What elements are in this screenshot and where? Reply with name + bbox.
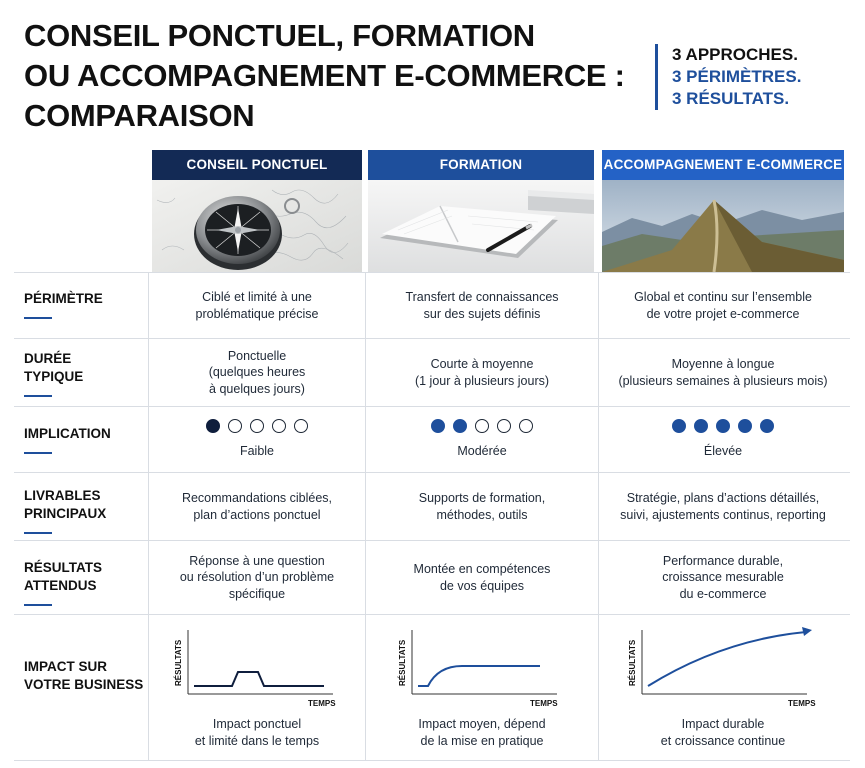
cell-perimetre-accompagnement: Global et continu sur l’ensemble de votre projet e-commerce [634, 290, 812, 321]
cell-duree-accompagnement: Moyenne à longue (plusieurs semaines à plusieurs mois) [618, 357, 828, 388]
tagline [655, 44, 801, 110]
row-label-perimetre: PÉRIMÈTRE [24, 290, 103, 319]
dot-empty-icon [497, 419, 511, 433]
cell-livrables-conseil: Recommandations ciblées, plan d’actions ponctuel [181, 491, 333, 522]
cell-perimetre-conseil: Ciblé et limité à une problématique précise [195, 290, 319, 321]
dot-filled-icon [206, 419, 220, 433]
cell-resultats-accompagnement: Performance durable, croissance mesurable du e-commerce [662, 553, 784, 601]
cell-duree-conseil: Ponctuelle (quelques heures à quelques jours) [208, 348, 306, 396]
compass-icon [152, 180, 362, 272]
cell-resultats-formation: Montée en compétences de vos équipes [413, 562, 551, 593]
impact-curve-spike [194, 672, 324, 686]
dot-empty-icon [250, 419, 264, 433]
svg-text:RÉSULTATS: RÉSULTATS [628, 639, 637, 686]
page-title [24, 16, 624, 136]
cell-impact-conseil: Impact ponctuel et limité dans le temps [194, 717, 320, 748]
dot-empty-icon [272, 419, 286, 433]
cell-livrables-accompagnement: Stratégie, plans d’actions détaillés, suivi, ajustements continus, reporting [620, 491, 826, 522]
title-line: OU ACCOMPAGNEMENT E-COMMERCE : [24, 58, 625, 93]
svg-text:RÉSULTATS: RÉSULTATS [174, 639, 183, 686]
mountain-path-icon [602, 180, 844, 272]
svg-text:TEMPS: TEMPS [788, 699, 816, 708]
title-line: COMPARAISON [24, 98, 255, 133]
dot-empty-icon [294, 419, 308, 433]
title-line: CONSEIL PONCTUEL, FORMATION [24, 18, 535, 53]
dot-empty-icon [475, 419, 489, 433]
row-label-duree: DURÉE TYPIQUE [24, 350, 83, 397]
tagline-results: 3 RÉSULTATS. [672, 89, 790, 108]
impact-graph-conseil [168, 624, 348, 710]
cell-impact-formation: Impact moyen, dépend de la mise en pratique [418, 717, 546, 748]
svg-text:TEMPS: TEMPS [308, 699, 336, 708]
impact-graph-accompagnement [622, 624, 822, 710]
dot-empty-icon [228, 419, 242, 433]
dot-filled-icon [694, 419, 708, 433]
column-header-formation: FORMATION [368, 150, 594, 180]
svg-text:TEMPS: TEMPS [530, 699, 558, 708]
implication-dots [206, 419, 308, 433]
tagline-approaches: 3 APPROCHES. [672, 45, 798, 64]
dot-filled-icon [453, 419, 467, 433]
dot-filled-icon [738, 419, 752, 433]
dot-filled-icon [716, 419, 730, 433]
impact-curve-plateau [418, 666, 540, 686]
arrow-head-icon [802, 627, 812, 636]
dot-filled-icon [672, 419, 686, 433]
dot-empty-icon [519, 419, 533, 433]
tagline-perimeters: 3 PÉRIMÈTRES. [672, 67, 802, 86]
cell-implication-conseil: Faible [150, 408, 364, 471]
column-header-accompagnement: ACCOMPAGNEMENT E-COMMERCE [602, 150, 844, 180]
cell-livrables-formation: Supports de formation, méthodes, outils [418, 491, 546, 522]
implication-dots [672, 419, 774, 433]
impact-graph-formation [392, 624, 572, 710]
column-header-conseil: CONSEIL PONCTUEL [152, 150, 362, 180]
row-label-impact: IMPACT SUR VOTRE BUSINESS [24, 659, 144, 692]
cell-implication-formation: Modérée [367, 408, 597, 471]
implication-dots [431, 419, 533, 433]
dot-filled-icon [760, 419, 774, 433]
notebook-pen-icon [368, 180, 594, 272]
dot-filled-icon [431, 419, 445, 433]
cell-perimetre-formation: Transfert de connaissances sur des sujets définis [405, 290, 559, 321]
svg-text:RÉSULTATS: RÉSULTATS [398, 639, 407, 686]
cell-resultats-conseil: Réponse à une question ou résolution d’un problème spécifique [179, 553, 335, 601]
row-label-resultats: RÉSULTATS ATTENDUS [24, 559, 102, 606]
cell-implication-accompagnement: Élevée [600, 408, 846, 471]
cell-impact-accompagnement: Impact durable et croissance continue [660, 717, 786, 748]
row-label-livrables: LIVRABLES PRINCIPAUX [24, 487, 106, 534]
cell-duree-formation: Courte à moyenne (1 jour à plusieurs jours) [414, 357, 550, 388]
row-label-implication: IMPLICATION [24, 425, 111, 454]
impact-curve-growth [648, 632, 806, 686]
